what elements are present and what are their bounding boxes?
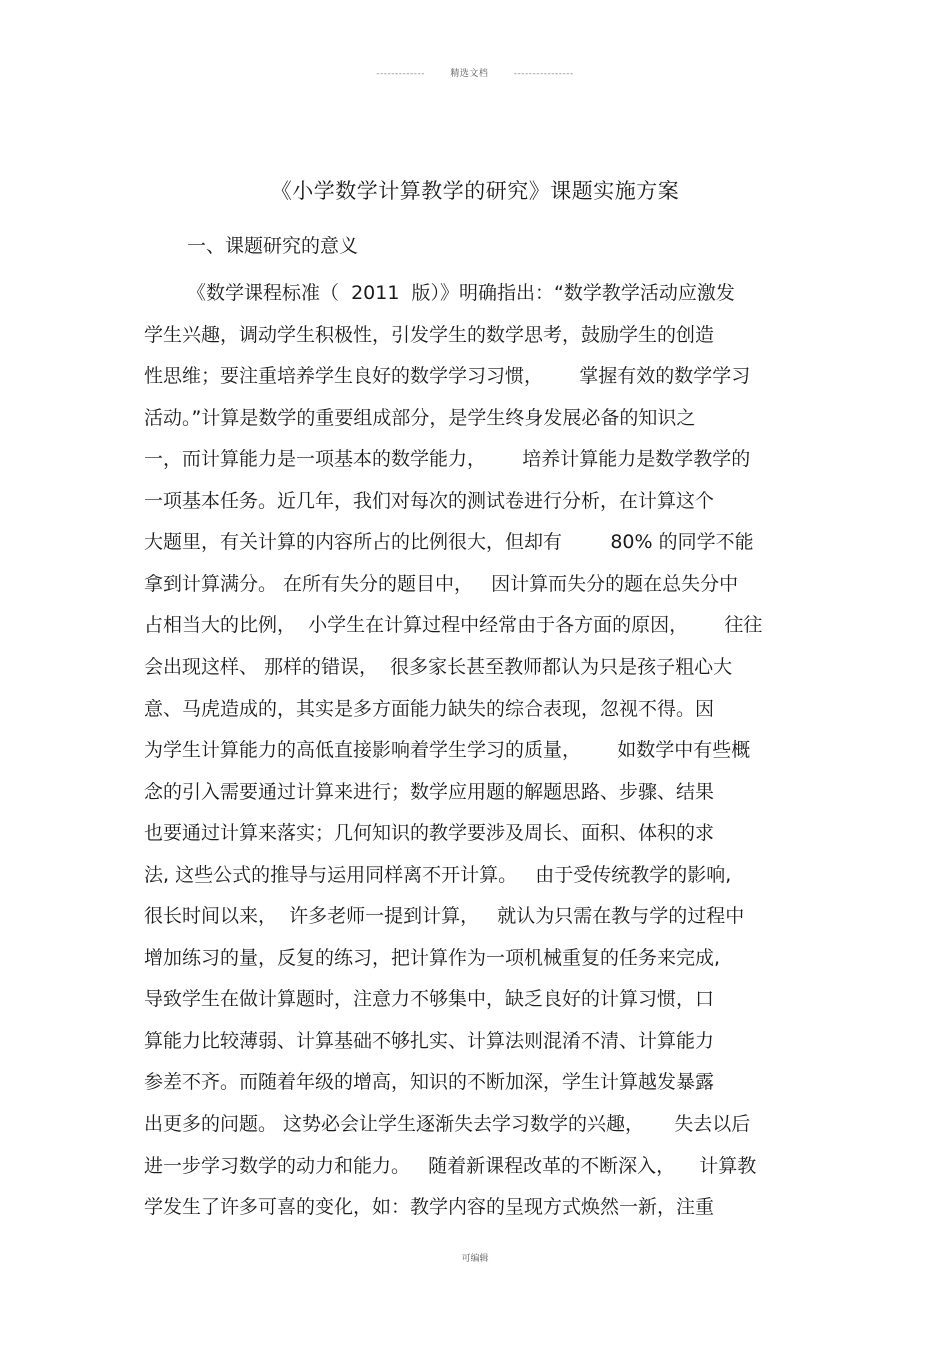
body-line: 一，而计算能力是一项基本的数学能力， 培养计算能力是数学教学的 [144,448,751,471]
page-header [0,66,950,79]
body-line: 也要通过计算来落实；几何知识的教学要涉及周长、面积、体积的求 [144,822,715,845]
body-line: 一项基本任务。近几年，我们对每次的测试卷进行分析，在计算这个 [144,489,715,512]
body-line: 大题里，有关计算的内容所占的比例很大，但却有 80% 的同学不能 [144,531,754,554]
body-line: 活动。”计算是数学的重要组成部分，是学生终身发展必备的知识之 [144,406,696,429]
body-line: 算能力比较薄弱、计算基础不够扎实、计算法则混淆不清、计算能力 [144,1029,715,1052]
header-right-dashes: ---------------- [513,69,574,79]
body-line: 法, 这些公式的推导与运用同样离不开计算。 由于受传统教学的影响, [144,863,732,886]
section-heading: 一、课题研究的意义 [187,235,359,257]
body-line: 导致学生在做计算题时，注意力不够集中，缺乏良好的计算习惯，口 [144,988,715,1011]
body-line: 参差不齐。而随着年级的增高，知识的不断加深，学生计算越发暴露 [144,1071,715,1094]
document-title: 《小学数学计算教学的研究》课题实施方案 [270,179,680,203]
body-line: 占相当大的比例， 小学生在计算过程中经常由于各方面的原因， 往往 [144,614,763,637]
page-footer: 可编辑 [461,1254,489,1264]
body-line: 拿到计算满分。 在所有失分的题目中， 因计算而失分的题在总失分中 [144,572,739,595]
body-line: 增加练习的量，反复的练习，把计算作为一项机械重复的任务来完成, [144,946,721,969]
body-line: 会出现这样、 那样的错误， 很多家长甚至教师都认为只是孩子粗心大 [144,655,733,678]
body-line: 学生兴趣，调动学生积极性，引发学生的数学思考，鼓励学生的创造 [144,323,715,346]
body-line: 很长时间以来， 许多老师一提到计算， 就认为只需在教与学的过程中 [144,905,745,928]
body-line: 为学生计算能力的高低直接影响着学生学习的质量， 如数学中有些概 [144,739,751,762]
body-line: 《数学课程标准（ 2011 版）》明确指出：“数学教学活动应激发 [187,282,735,304]
header-left-dashes: ------------- [376,69,425,79]
body-line: 学发生了许多可喜的变化，如：教学内容的呈现方式焕然一新，注重 [144,1196,715,1219]
body-line: 出更多的问题。 这势必会让学生逐渐失去学习数学的兴趣， 失去以后 [144,1113,751,1135]
body-line: 意、马虎造成的，其实是多方面能力缺失的综合表现，忽视不得。因 [144,697,715,720]
header-label: 精选文档 [450,69,489,79]
body-line: 念的引入需要通过计算来进行；数学应用题的解题思路、步骤、结果 [144,780,715,803]
body-line: 进一步学习数学的动力和能力。 随着新课程改革的不断深入， 计算教 [144,1154,757,1177]
body-line: 性思维；要注重培养学生良好的数学学习习惯， 掌握有效的数学学习 [144,365,751,388]
